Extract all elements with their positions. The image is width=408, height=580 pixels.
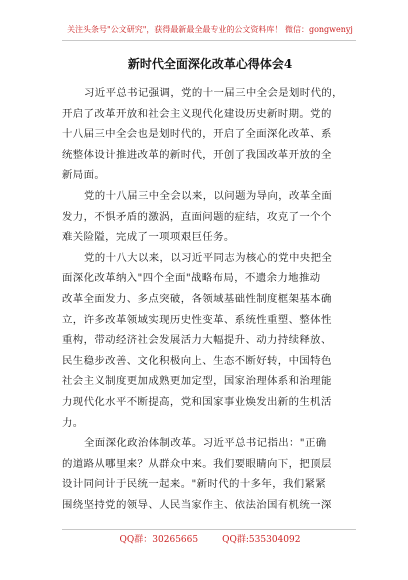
paragraph-line: 十八届三中全会也是划时代的，开启了全面深化改革、系 xyxy=(62,128,332,141)
paragraph-line: 力。 xyxy=(62,416,84,429)
paragraph-2 xyxy=(62,186,358,248)
paragraph-1 xyxy=(62,83,358,186)
paragraph-line: 党的十八届三中全会以来，以问题为导向，改革全面 xyxy=(84,189,333,202)
paragraph-line: 全面深化政治体制改革。习近平总书记指出："正确 xyxy=(84,437,327,450)
paragraph-line: 面深化改革纳入"四个全面"战略布局，不遗余力地推动 xyxy=(62,272,321,285)
paragraph-line: 力现代化水平不断提高，党和国家事业焕发出新的生机活 xyxy=(62,395,332,408)
paragraph-3 xyxy=(62,248,358,433)
header-divider xyxy=(62,40,356,41)
paragraph-line: 发力，不惧矛盾的激涡，直面问题的症结，攻克了一个个 xyxy=(62,210,332,223)
paragraph-line: 重构，带动经济社会发展活力大幅提升、动力持续释放、 xyxy=(62,334,332,347)
paragraph-line: 统整体设计推进改革的新时代，开创了我国改革开放的全 xyxy=(62,148,332,161)
paragraph-line: 社会主义制度更加成熟更加定型，国家治理体系和治理能 xyxy=(62,375,332,388)
paragraph-line: 新局面。 xyxy=(62,169,106,182)
paragraph-line: 习近平总书记强调，党的十一届三中全会是划时代的， xyxy=(84,87,343,99)
paragraph-line: 围绕坚持党的领导、人民当家作主、依法治国有机统一深 xyxy=(62,498,332,511)
paragraph-line: 的道路从哪里来？从群众中来。我们要眼睛向下，把顶层 xyxy=(62,457,332,470)
paragraph-4 xyxy=(62,433,358,515)
document-title: 新时代全面深化改革心得体会4 xyxy=(127,57,293,71)
paragraph-line: 改革全面发力、多点突破，各领域基础性制度框架基本确 xyxy=(62,292,332,305)
paragraph-line: 立，许多改革领域实现历史性变革、系统性重塑、整体性 xyxy=(62,313,332,326)
paragraph-line: 开启了改革开放和社会主义现代化建设历史新时期。党的 xyxy=(62,107,332,120)
page-footer xyxy=(60,534,360,546)
page-header: 关注头条号"公文研究"，获得最新最全最专业的公文资料库！ 微信：gongwenyj xyxy=(67,25,353,34)
footer-qq-group-1: QQ群：30265665 xyxy=(119,535,199,545)
footer-qq-group-2: QQ群:535304092 xyxy=(222,535,301,545)
paragraph-line: 难关险隘，完成了一项项艰巨任务。 xyxy=(62,231,235,244)
paragraph-line: 设计同问计于民统一起来。"新时代的十多年，我们紧紧 xyxy=(62,478,327,491)
footer-divider xyxy=(62,529,356,530)
paragraph-line: 民生稳步改善、文化积极向上、生态不断好转，中国特色 xyxy=(62,354,332,367)
document-body xyxy=(62,83,358,515)
paragraph-line: 党的十八大以来，以习近平同志为核心的党中央把全 xyxy=(84,251,333,264)
